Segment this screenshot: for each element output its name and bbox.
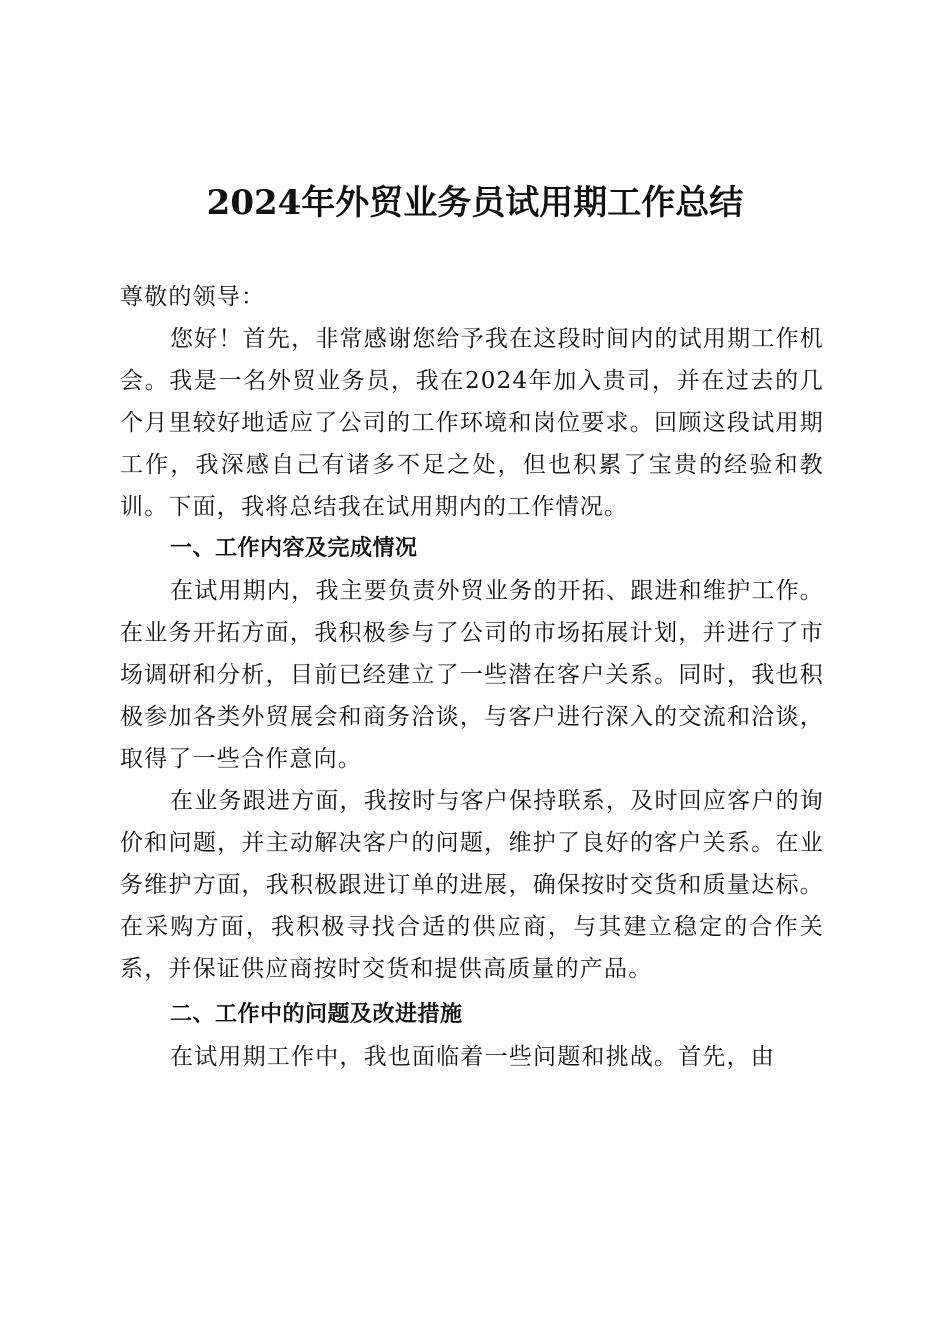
section-1-paragraph-2: 在业务跟进方面，我按时与客户保持联系，及时回应客户的询价和问题，并主动解决客户的问题，维护了良好的客户关系。在业务维护方面，我积极跟进订单的进展，确保按时交货和质量达标。在采购方面，我积极寻找合适的供应商，与其建立稳定的合作关系，并保证供应商按时交货和提供高质量的产品。 — [120, 788, 824, 982]
intro-paragraph: 您好！首先，非常感谢您给予我在这段时间内的试用期工作机会。我是一名外贸业务员，我在2024年加入贵司，并在过去的几个月里较好地适应了公司的工作环境和岗位要求。回顾这段试用期工作，我深感自己有诸多不足之处，但也积累了宝贵的经验和教训。下面，我将总结我在试用期内的工作情况。 — [120, 326, 824, 520]
section-2-heading: 二、工作中的问题及改进措施 — [170, 1002, 463, 1027]
document-body — [120, 276, 824, 1078]
section-2-paragraph-1: 在试用期工作中，我也面临着一些问题和挑战。首先，由 — [170, 1044, 775, 1070]
section-1-heading: 一、工作内容及完成情况 — [170, 536, 418, 561]
document-title: 2024年外贸业务员试用期工作总结 — [206, 183, 744, 223]
section-1-paragraph-1: 在试用期内，我主要负责外贸业务的开拓、跟进和维护工作。在业务开拓方面，我积极参与了公司的市场拓展计划，并进行了市场调研和分析，目前已经建立了一些潜在客户关系。同时，我也积极参加各类外贸展会和商务洽谈，与客户进行深入的交流和洽谈，取得了一些合作意向。 — [120, 578, 824, 772]
salutation: 尊敬的领导： — [120, 284, 266, 310]
